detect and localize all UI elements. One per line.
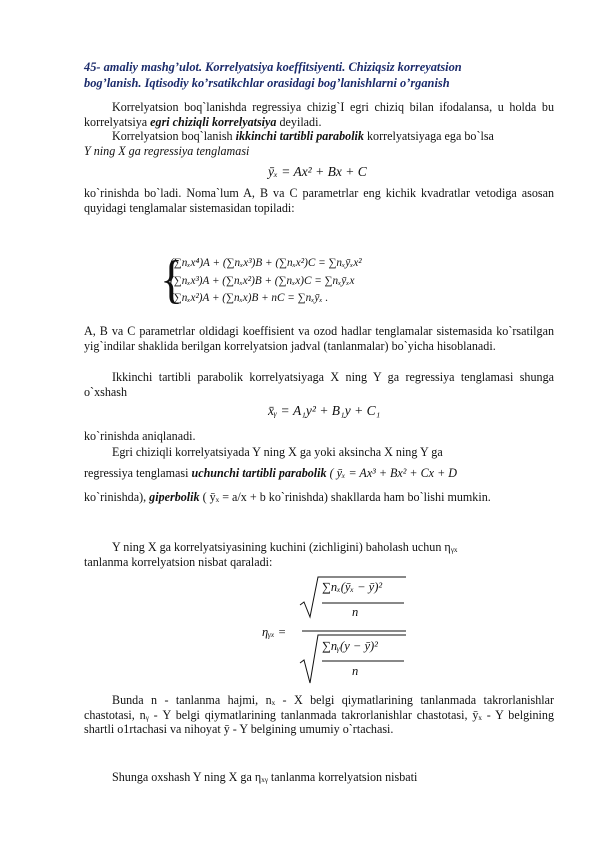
paragraph-curvilinear-forms: Egri chiziqli korrelyatsiyada Y ning X ga yoki aksincha X ning Y ga regressiya tenglamasi uchunchi tartibli parabolik ( ȳₓ = Ax³ + Bx² + Cx + D ko`rinishda), giperbolik ( ȳₓ = a/x + b ko`rinishda) shakllarda ham bo`lishi mumkin. — [84, 445, 491, 505]
paragraph-correlation-ratio: Y ning X ga korrelyatsiyasining kuchini (zichligini) baholash uchun ηᵧₓ tanlanma korrelyatsion nisbat qaraladi: — [84, 540, 458, 569]
system-brace: { — [160, 250, 184, 310]
system-row-3: (∑nₓx²)A + (∑nₓx)B + nC = ∑nₓȳₓ . — [170, 292, 329, 305]
ratio-numerator-bottom: n — [352, 605, 359, 619]
ratio-numerator-top: ∑nₓ(ȳₓ − ȳ)² — [322, 580, 383, 594]
term-curvilinear-correlation: egri chiziqli korrelyatsiya — [150, 114, 277, 129]
ratio-lhs: ηᵧₓ = — [262, 625, 287, 639]
heading-line-2: bog’lanish. Iqtisodiy ko’rsatikchlar orasidagi bog’lanishlarni o’rganish — [84, 75, 450, 90]
term-hyperbolic: giperbolik — [149, 490, 200, 505]
ratio-denominator-bottom: n — [352, 664, 359, 678]
paragraph-curvilinear-definition: Korrelyatsion boq`lanishda regressiya chizig`I egri chiziq bilan ifodalansa, u holda bu korrelyatsiya egri chiziqli korrelyatsiya deyiladi. — [84, 100, 554, 129]
system-row-1: (∑nₓx⁴)A + (∑nₓx³)B + (∑nₓx²)C = ∑nₓȳₓx² — [170, 257, 362, 269]
paragraph-x-on-y: Ikkinchi tartibli parabolik korrelyatsiyaga X ning Y ga regressiya tenglamasi shunga o`xshash — [84, 370, 554, 399]
paragraph-xy-ratio: Shunga oxshash Y ning X ga ηₓᵧ tanlanma korrelyatsion nisbati — [112, 770, 418, 784]
paragraph-second-order: Korrelyatsion boq`lanish ikkinchi tartibli parabolik korrelyatsiyaga ega bo`lsa Y ning X ga regressiya tenglamasi — [84, 129, 494, 158]
paragraph-coefficients: A, B va C parametrlar oldidagi koeffisient va ozod hadlar tenglamalar sistemasida ko`rsatilgan yig`indilar shaklida berilgan korrelyatsion jadval (tanlanmalar) bo`yicha hisoblanadi. — [84, 324, 554, 353]
heading-line-1: 45- amaliy mashg’ulot. Korrelyatsiya koeffitsiyenti. Chiziqsiz korreyatsion — [84, 60, 462, 74]
paragraph-determined: ko`rinishda aniqlanadi. — [84, 429, 196, 443]
system-row-2: (∑nₓx³)A + (∑nₓx²)B + (∑nₓx)C = ∑nₓȳₓx — [170, 274, 355, 287]
equation-x-on-y: x̄ᵧ = A₁y² + B₁y + C₁ — [268, 403, 381, 418]
lesson-heading — [84, 60, 554, 91]
ratio-denominator-top: ∑nᵧ(y − ȳ)² — [322, 639, 378, 653]
equation-system — [170, 255, 362, 308]
term-second-order-parabolic: ikkinchi tartibli parabolik — [235, 129, 364, 143]
term-third-order-parabolic: uchunchi tartibli parabolik — [191, 465, 327, 480]
paragraph-notation: Bunda n - tanlanma hajmi, nₓ - X belgi qiymatlarining tanlanmada takrorlanishlar chastotasi, nᵧ - Y belgi qiymatlarining tanlanmada takrorlanishlar chastotasi, ȳₓ - Y belgining shartli o1rtachasi va nihoyat ȳ - Y belgining umumiy o`rtachasi. — [84, 693, 554, 737]
equation-parabolic-regression: ȳₓ = Ax² + Bx + C — [268, 164, 367, 179]
paragraph-parameters: ko`rinishda bo`ladi. Noma`lum A, B va C parametrlar eng kichik kvadratlar vetodiga asosan quyidagi tenglamalar sistemasidan topiladi: — [84, 186, 554, 215]
